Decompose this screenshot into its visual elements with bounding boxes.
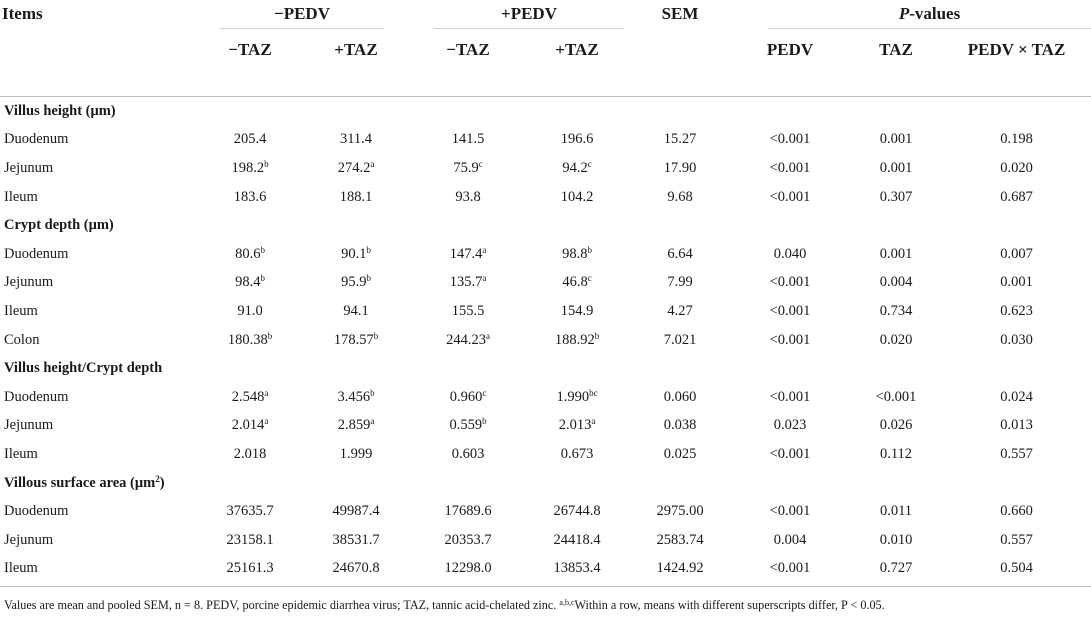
section-title-tail: m)	[98, 102, 116, 119]
table-body	[0, 97, 1091, 584]
cell-value: 154.9	[560, 302, 594, 319]
cell-p-taz: 0.010	[879, 531, 913, 548]
cell-p-interaction: 0.013	[1000, 417, 1033, 434]
header-neg-pedv-neg-taz: −TAZ	[200, 34, 300, 97]
cell-superscript: a	[264, 416, 269, 427]
table-row	[0, 126, 1091, 155]
cell-pos-pedv-neg-taz	[412, 126, 524, 155]
cell-neg-pedv-pos-taz	[300, 297, 412, 326]
cell-p-taz: 0.727	[879, 560, 913, 577]
cell-superscript: a	[482, 244, 487, 255]
cell-superscript: b	[260, 273, 265, 284]
cell-p-taz: <0.001	[875, 388, 917, 405]
cell-superscript: a	[370, 416, 375, 427]
cell-p-interaction: 0.623	[1000, 302, 1033, 319]
cell-value: 147.4	[449, 245, 483, 262]
cell-pos-pedv-neg-taz	[412, 183, 524, 212]
cell-pos-pedv-pos-taz	[524, 269, 630, 298]
section-title-main: Villous surface area (	[4, 474, 135, 491]
cell-pos-pedv-neg-taz	[412, 412, 524, 441]
row-label: Ileum	[4, 302, 38, 319]
cell-superscript: a	[591, 416, 596, 427]
cell-p-taz: 0.001	[879, 245, 913, 262]
cell-value: 205.4	[233, 131, 267, 148]
section-title	[0, 469, 1091, 498]
cell-superscript: a	[482, 273, 487, 284]
cell-neg-pedv-pos-taz	[300, 412, 412, 441]
cell-sem: 9.68	[667, 188, 693, 205]
row-label: Colon	[4, 331, 40, 348]
cell-value: 0.960	[449, 388, 483, 405]
cell-pos-pedv-neg-taz	[412, 297, 524, 326]
cell-value: 26744.8	[553, 503, 601, 520]
section-title-main: Crypt depth (	[4, 217, 89, 234]
cell-pos-pedv-pos-taz	[524, 412, 630, 441]
cell-p-taz: 0.734	[879, 302, 913, 319]
cell-p-taz: 0.307	[879, 188, 913, 205]
cell-p-pedv: <0.001	[769, 445, 811, 462]
header-neg-pedv-pos-taz: +TAZ	[300, 34, 412, 97]
cell-neg-pedv-neg-taz	[200, 240, 300, 269]
row-label: Jejunum	[4, 531, 54, 548]
cell-value: 95.9	[341, 274, 367, 291]
cell-value: 188.1	[339, 188, 373, 205]
cell-p-pedv: <0.001	[769, 560, 811, 577]
footnote-superscript: a,b,c	[559, 598, 575, 607]
cell-neg-pedv-neg-taz	[200, 154, 300, 183]
header-pvalues-p: P	[898, 4, 910, 23]
cell-pos-pedv-neg-taz	[412, 383, 524, 412]
cell-value: 0.673	[560, 445, 594, 462]
cell-value: 1.999	[339, 445, 373, 462]
cell-p-interaction: 0.557	[1000, 531, 1033, 548]
cell-pos-pedv-neg-taz	[412, 555, 524, 584]
cell-value: 155.5	[451, 302, 485, 319]
cell-value: 188.92	[554, 331, 595, 348]
header-p-interaction: PEDV × TAZ	[942, 34, 1091, 97]
cell-value: 2.548	[231, 388, 265, 405]
cell-value: 0.559	[449, 417, 483, 434]
header-pos-pedv-pos-taz: +TAZ	[524, 34, 630, 97]
table-row	[0, 440, 1091, 469]
header-sem: SEM	[661, 4, 699, 23]
cell-value: 38531.7	[332, 531, 380, 548]
cell-pos-pedv-pos-taz	[524, 297, 630, 326]
cell-p-taz: 0.112	[879, 445, 913, 462]
cell-value: 1.990	[556, 388, 590, 405]
cell-neg-pedv-pos-taz	[300, 497, 412, 526]
section-title-unit: μ	[134, 474, 144, 491]
cell-value: 24418.4	[553, 531, 601, 548]
section-title-sup: 2	[155, 473, 160, 484]
cell-pos-pedv-pos-taz	[524, 154, 630, 183]
table-row	[0, 269, 1091, 298]
cell-value: 180.38	[227, 331, 268, 348]
cell-pos-pedv-pos-taz	[524, 440, 630, 469]
table-row	[0, 555, 1091, 584]
cell-value: 2.859	[337, 417, 371, 434]
cell-pos-pedv-pos-taz	[524, 526, 630, 555]
section-title-unit: μ	[88, 217, 97, 234]
cell-pos-pedv-neg-taz	[412, 269, 524, 298]
cell-value: 94.1	[343, 302, 369, 319]
section-title-close: )	[159, 474, 165, 491]
footnote-tail: Within a row, means with different superscripts differ, P < 0.05.	[574, 598, 885, 612]
row-label: Duodenum	[4, 245, 69, 262]
cell-value: 135.7	[449, 274, 483, 291]
header-pos-pedv: +PEDV	[434, 4, 624, 29]
row-label: Ileum	[4, 188, 38, 205]
section-header-row	[0, 211, 1091, 240]
cell-superscript: b	[264, 158, 269, 169]
cell-value: 178.57	[333, 331, 374, 348]
cell-neg-pedv-neg-taz	[200, 555, 300, 584]
row-label: Jejunum	[4, 417, 54, 434]
cell-value: 3.456	[337, 388, 371, 405]
cell-value: 49987.4	[332, 503, 380, 520]
cell-p-interaction: 0.198	[1000, 131, 1033, 148]
cell-pos-pedv-pos-taz	[524, 555, 630, 584]
cell-value: 17689.6	[444, 503, 492, 520]
cell-neg-pedv-neg-taz	[200, 440, 300, 469]
cell-p-pedv: <0.001	[769, 188, 811, 205]
cell-pos-pedv-pos-taz	[524, 383, 630, 412]
row-label: Jejunum	[4, 274, 54, 291]
cell-value: 0.603	[451, 445, 485, 462]
cell-p-interaction: 0.001	[1000, 274, 1033, 291]
cell-neg-pedv-neg-taz	[200, 326, 300, 355]
cell-neg-pedv-pos-taz	[300, 383, 412, 412]
header-pvalues-rest: -values	[909, 4, 961, 23]
cell-superscript: c	[587, 273, 592, 284]
cell-sem: 17.90	[663, 159, 697, 176]
cell-value: 13853.4	[553, 560, 601, 577]
cell-neg-pedv-neg-taz	[200, 383, 300, 412]
cell-sem: 0.025	[663, 445, 697, 462]
cell-p-taz: 0.020	[879, 331, 913, 348]
cell-superscript: b	[366, 273, 371, 284]
cell-superscript: b	[267, 330, 273, 341]
cell-pos-pedv-neg-taz	[412, 526, 524, 555]
footnote-text: Values are mean and pooled SEM, n = 8. PEDV, porcine epidemic diarrhea virus; TAZ, tannic acid-chelated zinc.	[4, 598, 560, 612]
cell-neg-pedv-pos-taz	[300, 183, 412, 212]
table-row	[0, 497, 1091, 526]
header-pos-pedv-neg-taz: −TAZ	[412, 34, 524, 97]
cell-neg-pedv-neg-taz	[200, 526, 300, 555]
table-row	[0, 183, 1091, 212]
cell-superscript: c	[478, 158, 483, 169]
cell-superscript: b	[482, 416, 487, 427]
cell-neg-pedv-neg-taz	[200, 183, 300, 212]
section-header-row	[0, 97, 1091, 126]
section-title-tail: m)	[96, 217, 114, 234]
table-row	[0, 326, 1091, 355]
cell-p-interaction: 0.660	[1000, 503, 1033, 520]
header-pvalues	[768, 4, 1091, 29]
row-label: Duodenum	[4, 388, 69, 405]
table-footnote	[4, 598, 885, 613]
section-header-row	[0, 469, 1091, 498]
header-neg-pedv: −PEDV	[220, 4, 384, 29]
section-title-main: Villus height (	[4, 102, 91, 119]
cell-value: 24670.8	[332, 560, 380, 577]
cell-p-pedv: 0.004	[773, 531, 807, 548]
row-label: Duodenum	[4, 503, 69, 520]
cell-neg-pedv-pos-taz	[300, 326, 412, 355]
cell-sem: 2975.00	[656, 503, 704, 520]
cell-value: 2.018	[233, 445, 267, 462]
cell-p-pedv: 0.040	[773, 245, 807, 262]
cell-value: 90.1	[341, 245, 367, 262]
cell-pos-pedv-neg-taz	[412, 497, 524, 526]
cell-neg-pedv-pos-taz	[300, 526, 412, 555]
section-title	[0, 97, 1091, 126]
cell-p-taz: 0.004	[879, 274, 913, 291]
cell-sem: 15.27	[663, 131, 697, 148]
cell-sem: 7.021	[663, 331, 697, 348]
cell-value: 244.23	[446, 331, 486, 348]
cell-p-taz: 0.001	[879, 131, 913, 148]
header-items: Items	[2, 4, 43, 23]
row-label: Duodenum	[4, 131, 69, 148]
cell-pos-pedv-pos-taz	[524, 183, 630, 212]
table-bottom-rule	[0, 586, 1091, 587]
cell-value: 141.5	[451, 131, 485, 148]
cell-p-interaction: 0.030	[1000, 331, 1033, 348]
row-label: Ileum	[4, 560, 38, 577]
cell-sem: 0.038	[663, 417, 697, 434]
cell-neg-pedv-neg-taz	[200, 269, 300, 298]
section-title	[0, 211, 1091, 240]
table-row	[0, 383, 1091, 412]
cell-pos-pedv-pos-taz	[524, 497, 630, 526]
cell-p-interaction: 0.020	[1000, 159, 1033, 176]
cell-superscript: b	[366, 244, 371, 255]
cell-value: 2.013	[558, 417, 592, 434]
header-p-taz: TAZ	[850, 34, 942, 97]
cell-value: 94.2	[562, 159, 588, 176]
cell-superscript: b	[260, 244, 265, 255]
cell-superscript: bc	[589, 387, 598, 398]
cell-value: 311.4	[339, 131, 373, 148]
cell-superscript: b	[370, 387, 375, 398]
cell-value: 104.2	[560, 188, 594, 205]
cell-p-interaction: 0.007	[1000, 245, 1033, 262]
table-row	[0, 526, 1091, 555]
cell-value: 2.014	[231, 417, 265, 434]
cell-p-pedv: <0.001	[769, 159, 811, 176]
cell-neg-pedv-neg-taz	[200, 497, 300, 526]
cell-value: 75.9	[453, 159, 479, 176]
header-p-pedv: PEDV	[730, 34, 850, 97]
table-row	[0, 154, 1091, 183]
table-row	[0, 412, 1091, 441]
cell-pos-pedv-pos-taz	[524, 326, 630, 355]
cell-sem: 2583.74	[656, 531, 704, 548]
cell-sem: 1424.92	[656, 560, 704, 577]
cell-pos-pedv-pos-taz	[524, 240, 630, 269]
cell-value: 196.6	[560, 131, 594, 148]
cell-p-taz: 0.026	[879, 417, 913, 434]
cell-p-pedv: <0.001	[769, 131, 811, 148]
cell-neg-pedv-pos-taz	[300, 555, 412, 584]
cell-p-pedv: <0.001	[769, 274, 811, 291]
cell-p-pedv: <0.001	[769, 302, 811, 319]
cell-value: 91.0	[237, 302, 263, 319]
cell-sem: 0.060	[663, 388, 697, 405]
cell-value: 25161.3	[226, 560, 274, 577]
cell-neg-pedv-neg-taz	[200, 412, 300, 441]
cell-pos-pedv-neg-taz	[412, 154, 524, 183]
row-label: Jejunum	[4, 159, 54, 176]
cell-neg-pedv-pos-taz	[300, 440, 412, 469]
cell-neg-pedv-pos-taz	[300, 126, 412, 155]
cell-p-interaction: 0.687	[1000, 188, 1033, 205]
row-label: Ileum	[4, 445, 38, 462]
cell-superscript: a	[264, 387, 269, 398]
cell-superscript: b	[587, 244, 592, 255]
cell-value: 20353.7	[444, 531, 492, 548]
cell-neg-pedv-pos-taz	[300, 154, 412, 183]
cell-value: 98.4	[235, 274, 261, 291]
cell-p-interaction: 0.024	[1000, 388, 1033, 405]
cell-pos-pedv-neg-taz	[412, 240, 524, 269]
cell-value: 93.8	[455, 188, 481, 205]
cell-p-pedv: <0.001	[769, 388, 811, 405]
section-title	[0, 354, 1091, 383]
cell-value: 183.6	[233, 188, 267, 205]
section-title-tail: m	[143, 474, 156, 491]
cell-p-interaction: 0.557	[1000, 445, 1033, 462]
cell-neg-pedv-neg-taz	[200, 126, 300, 155]
cell-p-taz: 0.001	[879, 159, 913, 176]
cell-value: 23158.1	[226, 531, 274, 548]
cell-value: 98.8	[562, 245, 588, 262]
cell-superscript: a	[370, 158, 375, 169]
table-row	[0, 240, 1091, 269]
cell-value: 12298.0	[444, 560, 492, 577]
cell-value: 37635.7	[226, 503, 274, 520]
cell-p-pedv: <0.001	[769, 331, 811, 348]
cell-sem: 7.99	[667, 274, 693, 291]
cell-pos-pedv-pos-taz	[524, 126, 630, 155]
section-title-main: Villus height/Crypt depth	[4, 360, 163, 377]
cell-sem: 4.27	[667, 302, 693, 319]
cell-value: 198.2	[231, 159, 265, 176]
cell-value: 46.8	[562, 274, 588, 291]
cell-sem: 6.64	[667, 245, 693, 262]
cell-neg-pedv-neg-taz	[200, 297, 300, 326]
cell-p-interaction: 0.504	[1000, 560, 1033, 577]
cell-value: 274.2	[337, 159, 371, 176]
cell-superscript: b	[373, 330, 379, 341]
cell-superscript: b	[594, 330, 600, 341]
section-title-unit: μ	[90, 102, 99, 119]
cell-superscript: c	[587, 158, 592, 169]
cell-p-pedv: <0.001	[769, 503, 811, 520]
cell-superscript: a	[485, 330, 490, 341]
cell-pos-pedv-neg-taz	[412, 326, 524, 355]
cell-p-pedv: 0.023	[773, 417, 807, 434]
cell-neg-pedv-pos-taz	[300, 240, 412, 269]
cell-pos-pedv-neg-taz	[412, 440, 524, 469]
section-header-row	[0, 354, 1091, 383]
cell-value: 80.6	[235, 245, 261, 262]
cell-superscript: c	[482, 387, 487, 398]
table-row	[0, 297, 1091, 326]
cell-neg-pedv-pos-taz	[300, 269, 412, 298]
cell-p-taz: 0.011	[879, 503, 913, 520]
